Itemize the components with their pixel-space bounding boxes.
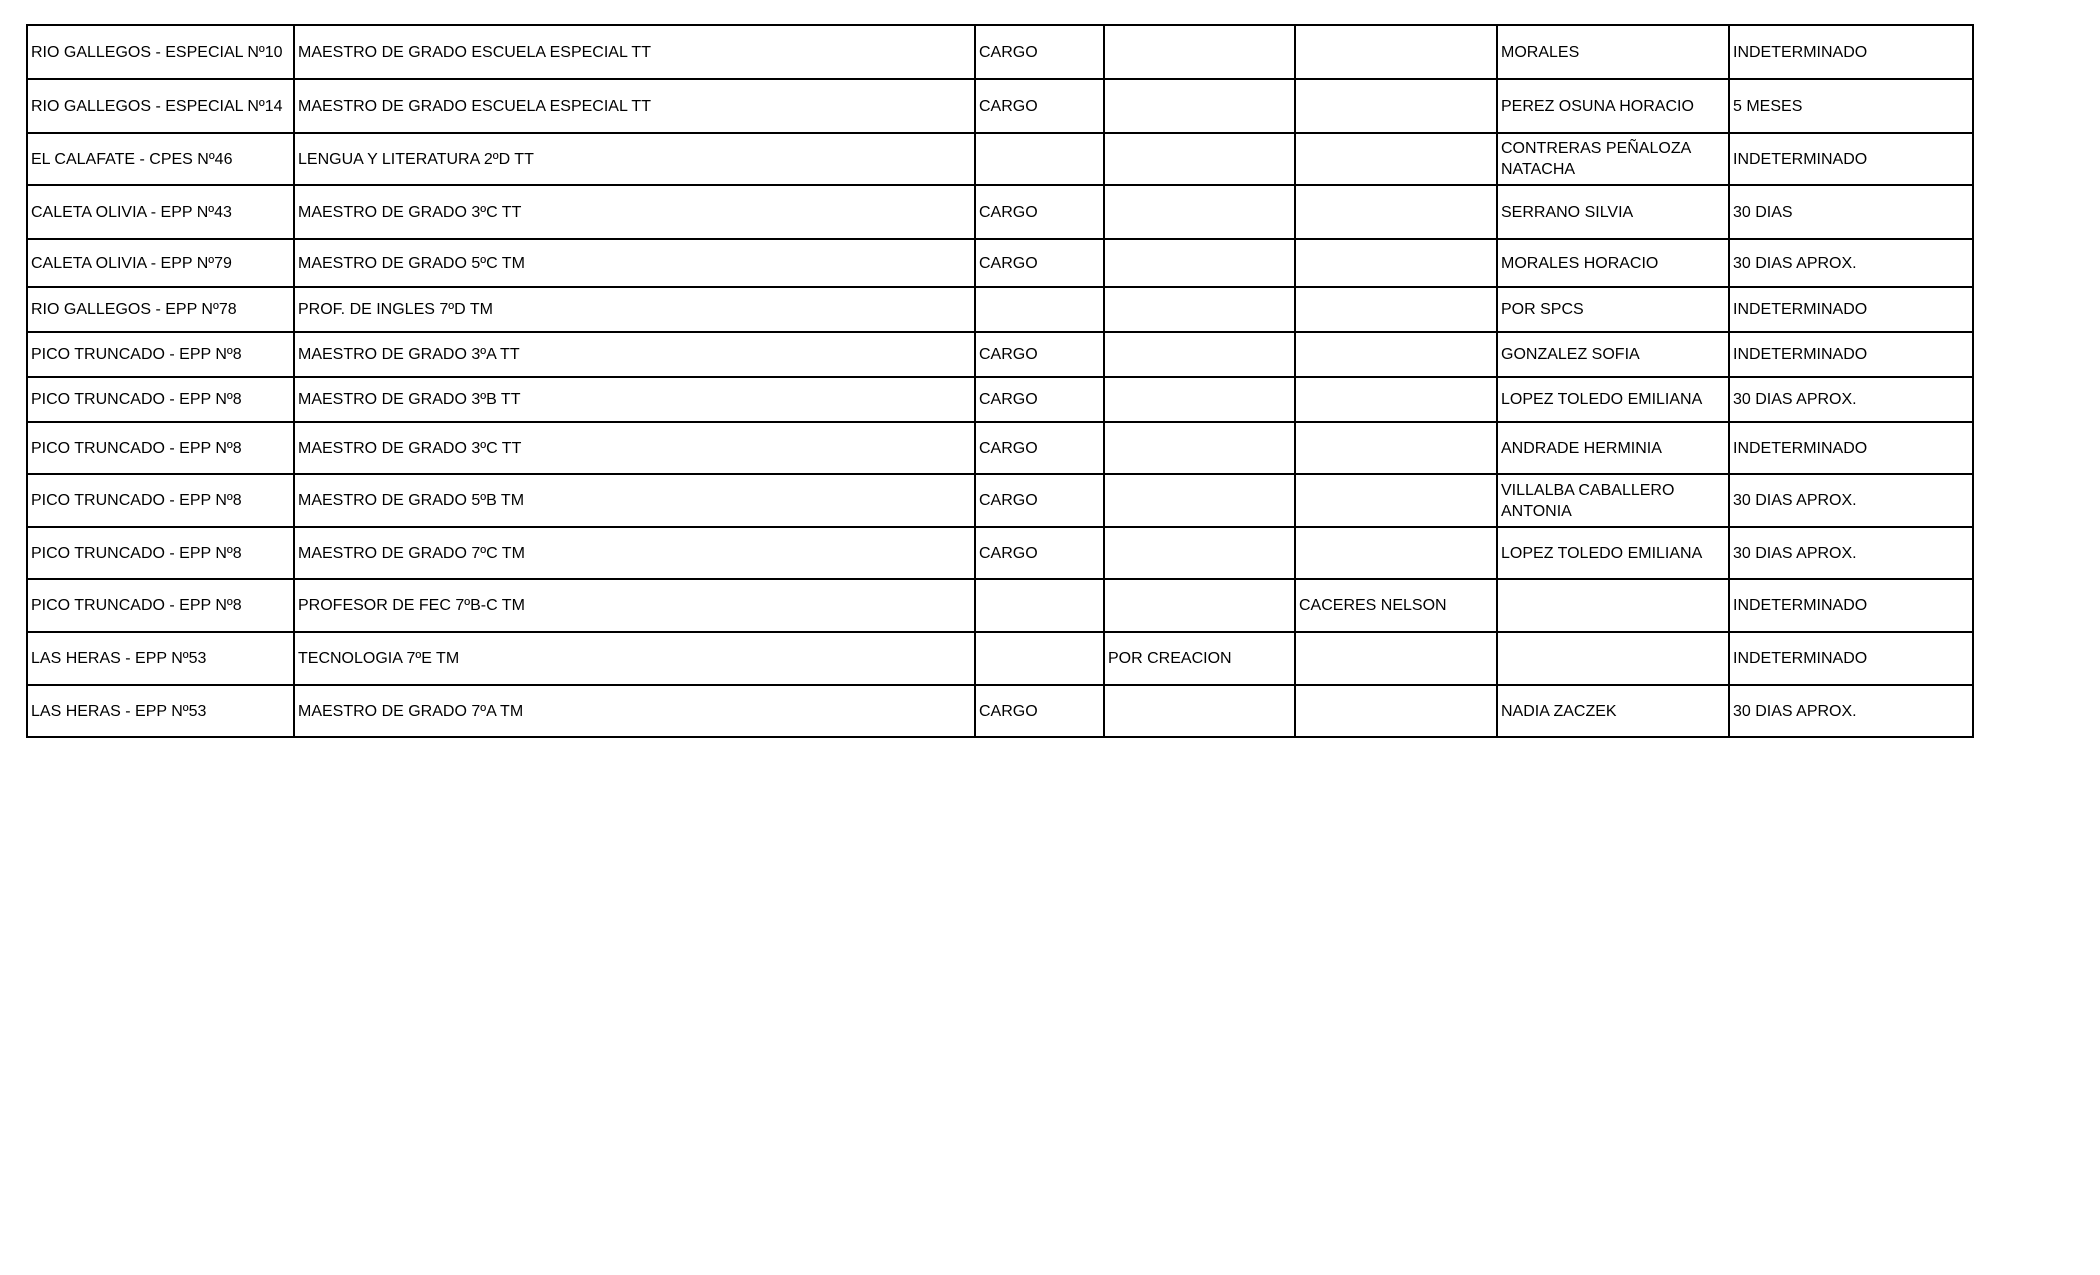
- cell-position: LENGUA Y LITERATURA 2ºD TT: [294, 133, 975, 185]
- cell-duration: 30 DIAS APROX.: [1729, 377, 1973, 422]
- cell-assigned: [1295, 527, 1497, 579]
- cell-type: CARGO: [975, 332, 1104, 377]
- table-row: [27, 527, 1973, 579]
- cell-assigned: [1295, 422, 1497, 474]
- cell-replacement: [1497, 579, 1729, 632]
- cell-type: CARGO: [975, 474, 1104, 527]
- cell-location: PICO TRUNCADO - EPP Nº8: [27, 332, 294, 377]
- cell-replacement: MORALES HORACIO: [1497, 239, 1729, 287]
- cell-note: [1104, 579, 1295, 632]
- cell-replacement: SERRANO SILVIA: [1497, 185, 1729, 239]
- table-row: [27, 685, 1973, 737]
- cell-type: CARGO: [975, 79, 1104, 133]
- cell-duration: 30 DIAS APROX.: [1729, 527, 1973, 579]
- cell-type: [975, 632, 1104, 685]
- cell-location: PICO TRUNCADO - EPP Nº8: [27, 422, 294, 474]
- cell-note: [1104, 79, 1295, 133]
- cell-position: MAESTRO DE GRADO 5ºC TM: [294, 239, 975, 287]
- cell-type: CARGO: [975, 527, 1104, 579]
- cell-note: [1104, 332, 1295, 377]
- cell-assigned: [1295, 25, 1497, 79]
- cell-location: PICO TRUNCADO - EPP Nº8: [27, 377, 294, 422]
- cell-duration: INDETERMINADO: [1729, 287, 1973, 332]
- cell-type: CARGO: [975, 239, 1104, 287]
- cell-position: MAESTRO DE GRADO 3ºC TT: [294, 185, 975, 239]
- cell-duration: 30 DIAS APROX.: [1729, 474, 1973, 527]
- cell-duration: INDETERMINADO: [1729, 25, 1973, 79]
- cell-type: CARGO: [975, 185, 1104, 239]
- cell-type: CARGO: [975, 25, 1104, 79]
- cell-location: PICO TRUNCADO - EPP Nº8: [27, 579, 294, 632]
- cell-replacement: LOPEZ TOLEDO EMILIANA: [1497, 527, 1729, 579]
- cell-location: PICO TRUNCADO - EPP Nº8: [27, 527, 294, 579]
- cell-location: LAS HERAS - EPP Nº53: [27, 632, 294, 685]
- spreadsheet-table: [26, 24, 1974, 738]
- cell-note: [1104, 133, 1295, 185]
- cell-duration: INDETERMINADO: [1729, 332, 1973, 377]
- cell-location: PICO TRUNCADO - EPP Nº8: [27, 474, 294, 527]
- cell-assigned: [1295, 79, 1497, 133]
- table-row: [27, 239, 1973, 287]
- cell-replacement: ANDRADE HERMINIA: [1497, 422, 1729, 474]
- cell-assigned: [1295, 239, 1497, 287]
- cell-type: [975, 287, 1104, 332]
- table-row: [27, 632, 1973, 685]
- table-row: [27, 332, 1973, 377]
- cell-location: RIO GALLEGOS - ESPECIAL Nº10: [27, 25, 294, 79]
- cell-note: [1104, 527, 1295, 579]
- table-row: [27, 185, 1973, 239]
- cell-position: PROFESOR DE FEC 7ºB-C TM: [294, 579, 975, 632]
- cell-replacement: [1497, 632, 1729, 685]
- cell-duration: 30 DIAS APROX.: [1729, 685, 1973, 737]
- cell-replacement: CONTRERAS PEÑALOZA NATACHA: [1497, 133, 1729, 185]
- cell-position: MAESTRO DE GRADO 5ºB TM: [294, 474, 975, 527]
- cell-note: [1104, 422, 1295, 474]
- cell-type: [975, 579, 1104, 632]
- table-row: [27, 287, 1973, 332]
- cell-type: CARGO: [975, 422, 1104, 474]
- cell-note: [1104, 239, 1295, 287]
- cell-note: [1104, 377, 1295, 422]
- cell-duration: INDETERMINADO: [1729, 579, 1973, 632]
- cell-note: [1104, 185, 1295, 239]
- cell-replacement: MORALES: [1497, 25, 1729, 79]
- cell-replacement: NADIA ZACZEK: [1497, 685, 1729, 737]
- cell-location: EL CALAFATE - CPES Nº46: [27, 133, 294, 185]
- table-row: [27, 474, 1973, 527]
- cell-type: CARGO: [975, 685, 1104, 737]
- cell-assigned: [1295, 185, 1497, 239]
- cell-duration: 5 MESES: [1729, 79, 1973, 133]
- cell-assigned: [1295, 685, 1497, 737]
- cell-replacement: GONZALEZ SOFIA: [1497, 332, 1729, 377]
- cell-position: TECNOLOGIA 7ºE TM: [294, 632, 975, 685]
- cell-replacement: PEREZ OSUNA HORACIO: [1497, 79, 1729, 133]
- table-row: [27, 377, 1973, 422]
- cell-assigned: CACERES NELSON: [1295, 579, 1497, 632]
- cell-position: MAESTRO DE GRADO 3ºA TT: [294, 332, 975, 377]
- cell-replacement: POR SPCS: [1497, 287, 1729, 332]
- cell-note: [1104, 474, 1295, 527]
- cell-location: RIO GALLEGOS - ESPECIAL Nº14: [27, 79, 294, 133]
- cell-note: [1104, 287, 1295, 332]
- cell-assigned: [1295, 133, 1497, 185]
- table-body: [27, 25, 1973, 737]
- table-row: [27, 579, 1973, 632]
- cell-note: POR CREACION: [1104, 632, 1295, 685]
- table-row: [27, 422, 1973, 474]
- cell-duration: INDETERMINADO: [1729, 133, 1973, 185]
- cell-position: MAESTRO DE GRADO 7ºA TM: [294, 685, 975, 737]
- cell-note: [1104, 25, 1295, 79]
- cell-position: MAESTRO DE GRADO 3ºB TT: [294, 377, 975, 422]
- cell-assigned: [1295, 377, 1497, 422]
- cell-assigned: [1295, 332, 1497, 377]
- cell-replacement: LOPEZ TOLEDO EMILIANA: [1497, 377, 1729, 422]
- cell-duration: 30 DIAS APROX.: [1729, 239, 1973, 287]
- cell-type: CARGO: [975, 377, 1104, 422]
- cell-location: LAS HERAS - EPP Nº53: [27, 685, 294, 737]
- cell-position: MAESTRO DE GRADO ESCUELA ESPECIAL TT: [294, 79, 975, 133]
- cell-duration: INDETERMINADO: [1729, 632, 1973, 685]
- table-row: [27, 133, 1973, 185]
- cell-position: MAESTRO DE GRADO ESCUELA ESPECIAL TT: [294, 25, 975, 79]
- table-row: [27, 79, 1973, 133]
- cell-assigned: [1295, 474, 1497, 527]
- cell-duration: INDETERMINADO: [1729, 422, 1973, 474]
- cell-position: MAESTRO DE GRADO 7ºC TM: [294, 527, 975, 579]
- cell-location: RIO GALLEGOS - EPP Nº78: [27, 287, 294, 332]
- cell-type: [975, 133, 1104, 185]
- cell-assigned: [1295, 287, 1497, 332]
- cell-duration: 30 DIAS: [1729, 185, 1973, 239]
- cell-position: PROF. DE INGLES 7ºD TM: [294, 287, 975, 332]
- cell-assigned: [1295, 632, 1497, 685]
- cell-position: MAESTRO DE GRADO 3ºC TT: [294, 422, 975, 474]
- table-row: [27, 25, 1973, 79]
- cell-location: CALETA OLIVIA - EPP Nº79: [27, 239, 294, 287]
- cell-replacement: VILLALBA CABALLERO ANTONIA: [1497, 474, 1729, 527]
- cell-note: [1104, 685, 1295, 737]
- cell-location: CALETA OLIVIA - EPP Nº43: [27, 185, 294, 239]
